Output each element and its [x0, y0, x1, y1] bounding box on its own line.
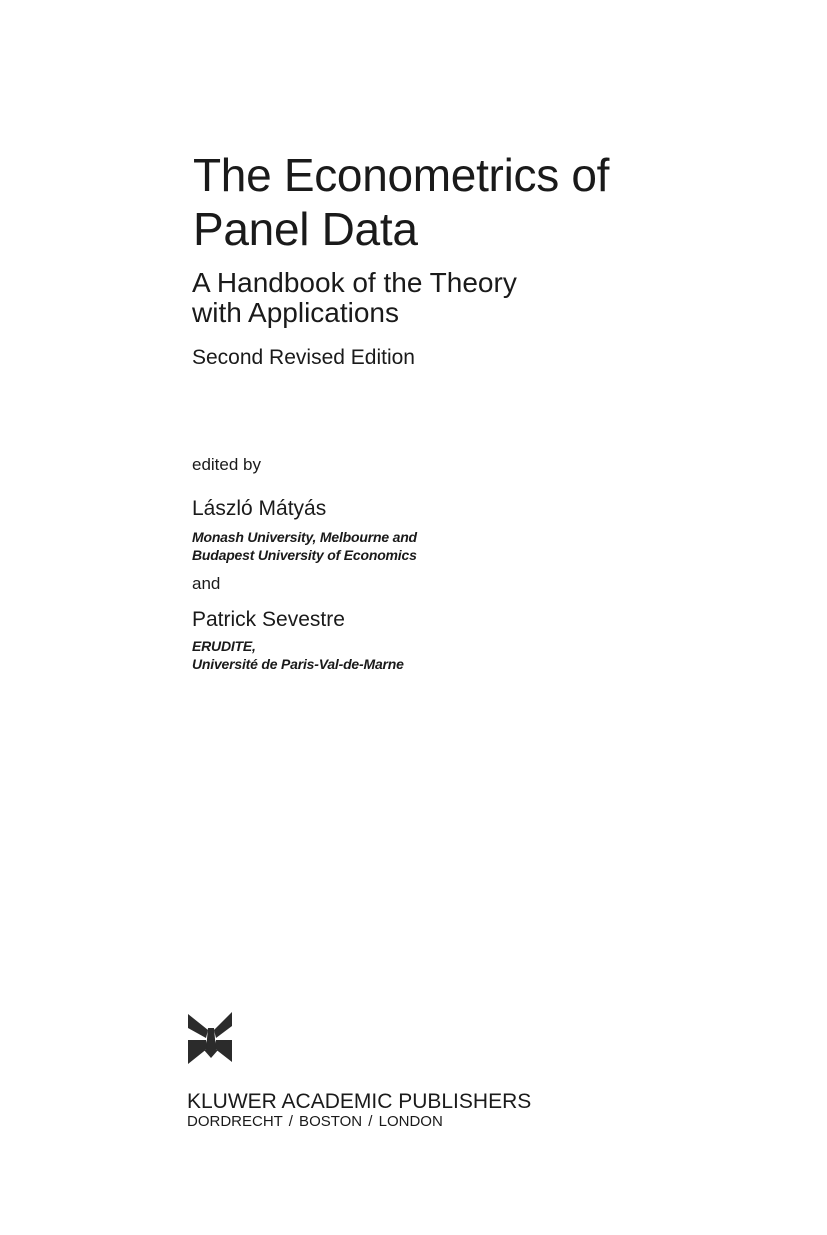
- editor-affiliation-1-line-1: Monash University, Melbourne and: [192, 529, 417, 545]
- edition-label: Second Revised Edition: [192, 346, 415, 369]
- kluwer-logo-icon: [186, 1010, 234, 1066]
- publisher-cities: DORDRECHT / BOSTON / LONDON: [187, 1113, 443, 1130]
- editor-affiliation-2-line-1: ERUDITE,: [192, 638, 256, 654]
- book-title-line-1: The Econometrics of: [193, 149, 610, 201]
- editor-name-2: Patrick Sevestre: [192, 608, 345, 631]
- editor-affiliation-2-line-2: Université de Paris-Val-de-Marne: [192, 656, 404, 672]
- publisher-name: KLUWER ACADEMIC PUBLISHERS: [187, 1090, 532, 1113]
- edited-by-label: edited by: [192, 455, 261, 474]
- book-subtitle-line-2: with Applications: [192, 297, 400, 328]
- book-title-line-2: Panel Data: [193, 203, 418, 255]
- editor-name-1: László Mátyás: [192, 497, 327, 520]
- book-subtitle-line-1: A Handbook of the Theory: [192, 267, 517, 298]
- conjunction-and: and: [192, 574, 221, 593]
- editor-affiliation-1-line-2: Budapest University of Economics: [192, 547, 417, 563]
